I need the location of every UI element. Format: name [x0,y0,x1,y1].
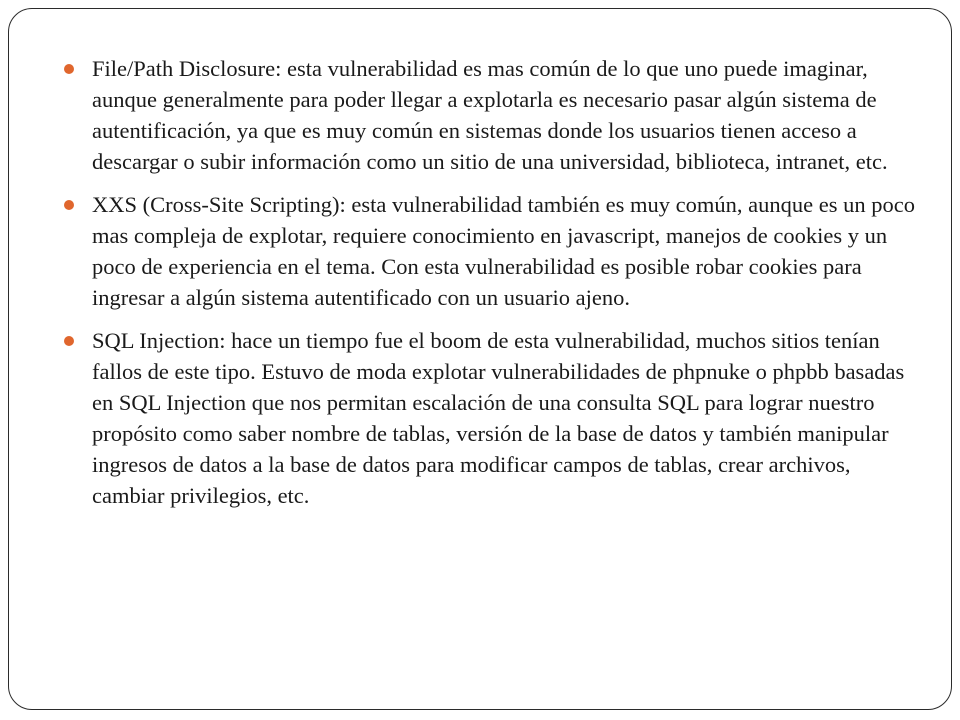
bullet-item-sql-injection [64,325,924,511]
bullet-text: SQL Injection: hace un tiempo fue el boom de esta vulnerabilidad, muchos sitios tenían fallos de este tipo. Estuvo de moda explotar vulnerabilidades de phpnuke o phpbb basadas en SQL Injection que nos permitan escalación de una consulta SQL para lograr nuestro propósito como saber nombre de tablas, versión de la base de datos y también manipular ingresos de datos a la base de datos para modificar campos de tablas, crear archivos, cambiar privilegios, etc. [92,328,905,508]
bullet-text: XXS (Cross-Site Scripting): esta vulnerabilidad también es muy común, aunque es un poco mas compleja de explotar, requiere conocimiento en javascript, manejos de cookies y un poco de experiencia en el tema. Con esta vulnerabilidad es posible robar cookies para ingresar a algún sistema autentificado con un usuario ajeno. [92,192,915,310]
bullet-dot-icon [64,64,74,74]
slide-frame [8,8,952,710]
bullet-item-xss [64,189,924,313]
bullet-dot-icon [64,200,74,210]
bullet-item-file-path-disclosure [64,53,924,177]
bullet-dot-icon [64,336,74,346]
bullet-list [64,53,924,523]
bullet-text: File/Path Disclosure: esta vulnerabilidad es mas común de lo que uno puede imaginar, aunque generalmente para poder llegar a explotarla es necesario pasar algún sistema de autentificación, ya que es muy común en sistemas donde los usuarios tienen acceso a descargar o subir información como un sitio de una universidad, biblioteca, intranet, etc. [92,56,888,174]
